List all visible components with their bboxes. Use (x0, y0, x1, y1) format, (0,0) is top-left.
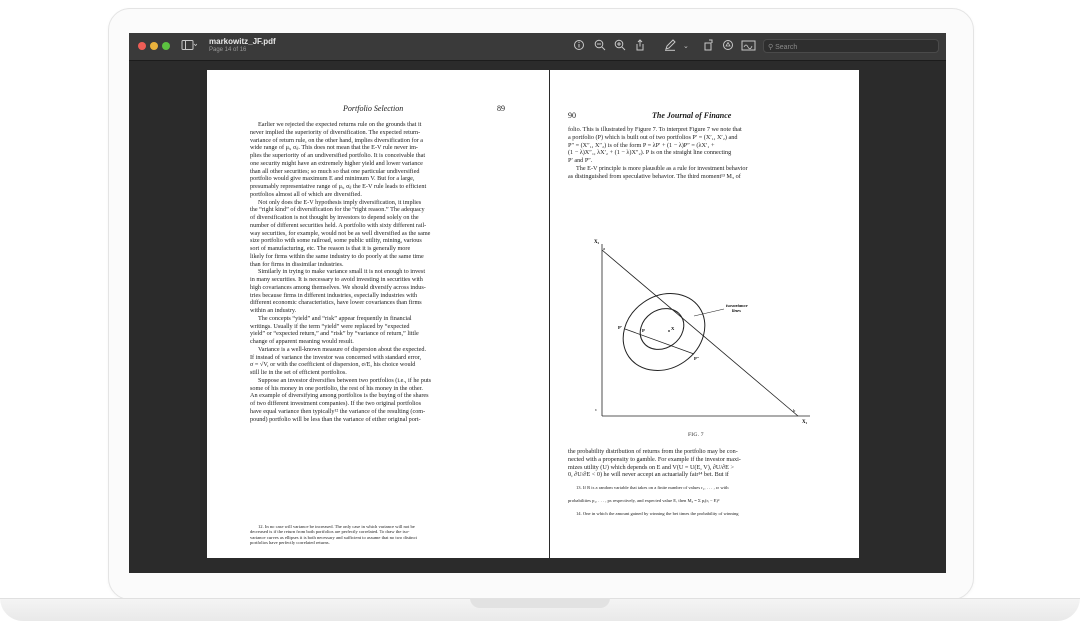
text-line: in many securities. It is necessary to avoid investing in securities with (250, 276, 423, 283)
text-line: size portfolio with some railroad, some public utility, mining, various (250, 237, 422, 245)
label-x: X (671, 326, 675, 331)
text-line: Suppose an investor diversifies between two portfolios (i.e., if he puts (258, 376, 432, 384)
text-line: likely for firms within the same industry to do poorly at the same time (250, 252, 424, 260)
isovariance-label: isovariance (726, 303, 748, 308)
label-c: c (595, 407, 598, 412)
page-indicator: Page 14 of 16 (209, 47, 247, 53)
pdf-page-right (550, 70, 859, 558)
figure-caption: FIG. 7 (688, 432, 704, 438)
body-text (250, 121, 511, 423)
text-line: yield” or “expected return,” and “risk” by “variance of return,” little (250, 330, 419, 338)
window-toolbar (129, 33, 946, 61)
label-p-prime: P′ (618, 325, 623, 330)
text-line: portfolios almost all of which are diversified. (250, 190, 362, 198)
zoom-out-icon[interactable] (594, 39, 606, 55)
pp-line (625, 329, 694, 354)
page-number: 90 (568, 111, 576, 120)
figure-7 (590, 230, 830, 440)
text-line: portfolios have perfectly correlated returns. (250, 540, 330, 546)
text-line: 12. In no case will variance be increased. The only case in which variance will not be (258, 524, 415, 529)
text-line: tries because firms in different industries, especially industries with (250, 291, 418, 299)
text-line: Similarly in trying to make variance small it is not enough to invest (258, 268, 426, 276)
text-line: still lie in the set of efficient portfolios. (250, 369, 347, 376)
markup-icon[interactable] (664, 39, 676, 55)
text-line: presumably representative range of μᵢ, σᵢⱼ the E-V rule leads to efficient (250, 183, 427, 190)
text-line: P′ and P″. (568, 157, 593, 164)
running-head: Portfolio Selection (343, 104, 404, 113)
budget-line (602, 250, 798, 416)
text-line: If instead of variance the investor was concerned with standard error, (250, 353, 422, 361)
text-line: within an industry. (250, 307, 297, 314)
info-icon[interactable] (573, 39, 585, 55)
text-line: mizes utility (U) which depends on E and V(U = U(E, V), ∂U/∂E > (568, 463, 734, 471)
text-line: Variance is a well-known measure of dispersion about the expected. (258, 345, 427, 353)
text-line: of diversification is not thought by investors to depend solely on the (250, 214, 419, 221)
page-number: 89 (497, 104, 505, 113)
chevron-down-icon[interactable]: ⌄ (683, 42, 689, 50)
outer-ellipse (608, 278, 720, 386)
label-x1: X₁ (802, 420, 808, 425)
isovariance-label-2: lines (732, 308, 741, 313)
text-line: (1 − λ)X″₁, λX′₂ + (1 − λ)X″₂). P is on the straight line connecting (568, 149, 732, 157)
text-line: 0, ∂U/∂E < 0) he will never accept an actuarially fair¹⁴ bet. But if (568, 471, 729, 479)
text-line: one security might have an extremely higher yield and lower variance (250, 159, 423, 167)
label-b: b (793, 408, 796, 413)
text-line: than all other securities; so much so that one particular undiversified (250, 167, 420, 175)
text-line: wide range of μᵢ, σᵢⱼ. This does not mean that the E-V rule never im- (250, 144, 418, 152)
text-line: The E-V principle is more plausible as a rule for investment behavior (576, 164, 748, 172)
text-line: plies the superiority of an undiversified portfolio. It is conceivable that (250, 152, 426, 159)
text-line: variance curves as ellipses it is both necessary and sufficient to assume that no two distinct (250, 534, 417, 540)
text-line: different economic characteristics, have lower covariances than firms (250, 299, 422, 307)
label-a: a (603, 246, 606, 251)
zoom-in-icon[interactable] (614, 39, 626, 55)
zoom-button[interactable] (162, 42, 170, 50)
search-icon: ⚲ (768, 43, 774, 51)
text-line: σ = √V, or with the coefficient of dispersion, σ/E, his choice would (250, 361, 416, 369)
text-line: number of different securities held. A portfolio with sixty different rail- (250, 221, 427, 229)
text-line: folio. This is illustrated by Figure 7. To interpret Figure 7 we note that (568, 126, 742, 133)
text-line: The concepts “yield” and “risk” appear frequently in financial (258, 314, 412, 322)
text-line: portfolio would give maximum E and minimum V. But for a large, (250, 175, 415, 183)
text-line: have equal variance then typically¹² the variance of the resulting (com- (250, 407, 426, 415)
text-line: variance of return rule, on the other hand, implies diversification for a (250, 136, 424, 144)
text-line: change of apparent meaning would result. (250, 338, 354, 345)
text-line: An example of diversifying among portfolios is the buying of the shares (250, 392, 429, 400)
running-head: The Journal of Finance (652, 111, 732, 120)
sidebar-icon[interactable] (181, 39, 197, 55)
text-line: sort of manufacturing, etc. The reason is that it is generally more (250, 245, 411, 252)
footnote (250, 524, 511, 546)
text-line: 13. If R is a random variable that takes on a finite number of values r₁, . . . , rₙ with (576, 485, 729, 490)
text-line: writings. Usually if the term “yield” were replaced by “expected (250, 322, 410, 330)
minimize-button[interactable] (150, 42, 158, 50)
text-line: never implied the superiority of diversification. The expected return- (250, 128, 421, 136)
text-line: Not only does the E-V hypothesis imply diversification, it implies (258, 198, 422, 206)
text-line: than for firms in dissimilar industries. (250, 260, 344, 268)
rotate-icon[interactable] (703, 39, 715, 55)
center-point (668, 330, 670, 332)
close-button[interactable] (138, 42, 146, 50)
footnotes (568, 481, 830, 520)
text-line: Earlier we rejected the expected returns rule on the grounds that it (258, 121, 422, 128)
label-p-dprime: P″ (694, 356, 700, 361)
label-p: P (642, 328, 645, 333)
body-text (568, 448, 830, 479)
text-line: as distinguished from speculative behavior. The third moment¹³ M₃ of (568, 172, 741, 180)
text-line: high covariances among themselves. We should diversify across indus- (250, 283, 426, 291)
text-line: the probability distribution of returns from the portfolio may be con- (568, 448, 738, 455)
text-line: pound) portfolio will be less than the variance of either original port- (250, 415, 421, 423)
text-line: of two different investment companies). If the two original portfolios (250, 400, 422, 407)
body-text (568, 126, 830, 180)
search-placeholder: Search (775, 44, 798, 51)
text-line: nected with a propensity to gamble. For example if the investor maxi- (568, 455, 741, 463)
text-line: P″ = (X″₁, X″₂) is of the form P = λP′ + (1 − λ)P″ = (λX′₁ + (568, 141, 715, 149)
label-x2: X₂ (594, 240, 600, 245)
text-line: way securities, for example, would not be as well diversified as the same (250, 229, 431, 237)
text-line: decreased is if the return from both portfolios are perfectly correlated. To draw the iso- (250, 529, 410, 535)
search-field[interactable] (763, 39, 939, 53)
isovariance-pointer (694, 309, 724, 316)
pdf-page-left (207, 70, 549, 558)
signature-icon[interactable] (741, 39, 757, 55)
document-title: markowitz_JF.pdf (209, 37, 276, 46)
text-line: the “right kind” of diversification for the “right reason.” The adequacy (250, 206, 425, 214)
text-line: probabilities p₁, . . . , pₙ respectively, and expected value E, then M₃ = Σ pᵢ(rᵢ − E)³ (568, 498, 720, 503)
highlight-icon[interactable] (722, 39, 734, 55)
text-line: some of his money in one portfolio, the rest of his money in the other. (250, 384, 423, 392)
text-line: a portfolio (P) which is built out of two portfolios P′ = (X′₁, X′₂) and (568, 133, 738, 141)
share-icon[interactable] (634, 39, 646, 55)
text-line: 14. One in which the amount gained by winning the bet times the probability of winning (576, 511, 739, 516)
laptop-notch (470, 598, 610, 608)
